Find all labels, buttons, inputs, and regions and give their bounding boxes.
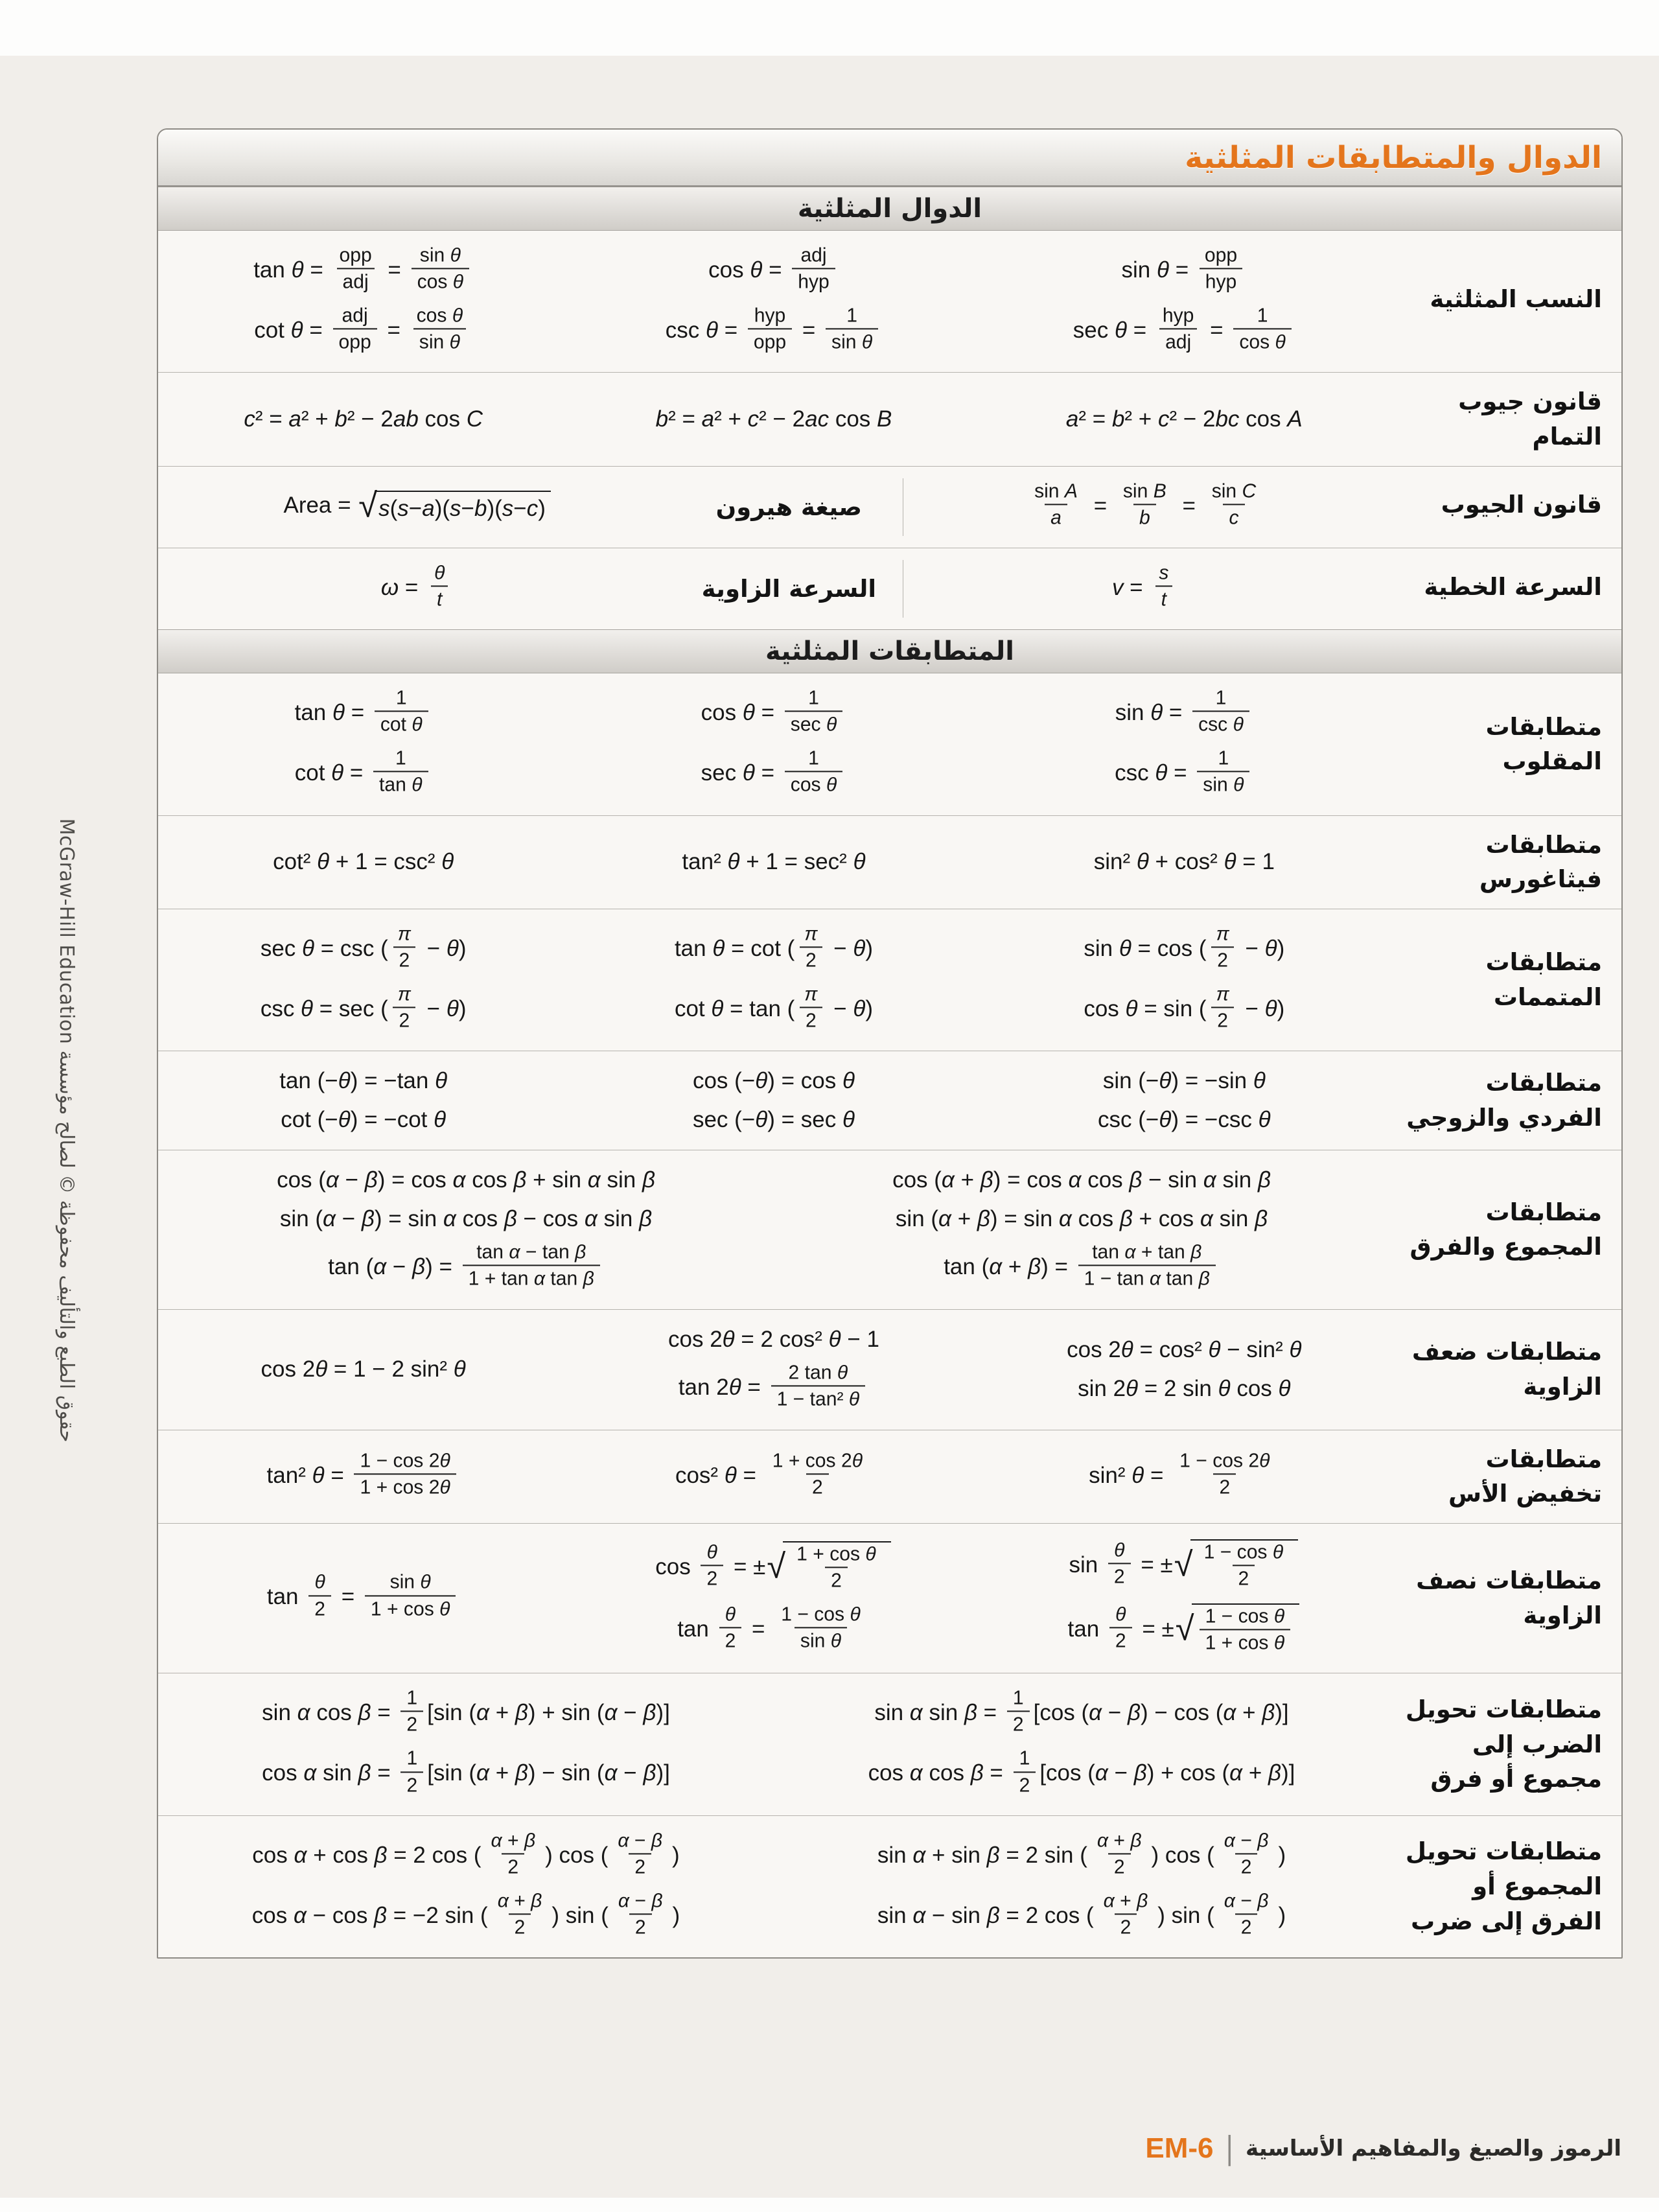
table-title-bar [158,130,1621,187]
formula-cell [161,1063,566,1138]
row-label: النسب المثلثية [1430,285,1602,314]
section-rows-functions [158,231,1621,629]
formula-row [158,1051,1621,1150]
formula: sin θ = $\frac{1}{\text{csc θ}}$ [1115,689,1253,739]
row-label: السرعة الخطية [1424,572,1602,601]
formula-cell [161,1162,771,1298]
formula-row [158,372,1621,465]
row-label: قانون الجيوب [1441,491,1602,519]
formula-row [158,1150,1621,1309]
radical-sign: √ [358,486,378,525]
formula: sin α − sin β = 2 cos ( $\frac{\alpha + \beta}{2}$ ) sin ( $\frac{\alpha - \beta}{2}$ ) [877,1892,1286,1942]
formula: sin 2θ = 2 sin θ cos θ [1078,1376,1291,1402]
formula: tan θ = $\frac{1}{\text{cot θ}}$ [295,689,432,739]
formula: sin² θ = $\frac{1 - \cos 2\theta}{2}$ [1089,1452,1279,1502]
formula: sin θ = $\frac{\text{opp}}{\text{hyp}}$ [1122,246,1247,296]
formula-sublabel: صيغة هيرون [715,493,863,521]
row-label: قانون جيوب التمام [1458,388,1602,451]
formula: sin (α − β) = sin α cos β − cos α sin β [279,1205,653,1231]
formula-cell [903,478,1387,536]
formula-cell [982,1063,1387,1138]
section-header-functions: الدوال المثلثية [158,187,1621,231]
page-bottom-margin [0,2198,1659,2212]
formula-cell [982,685,1387,803]
formula: tan² θ + 1 = sec² θ [682,849,866,875]
formula: cos (α − β) = cos α cos β + sin α sin β [277,1167,655,1193]
formula: tan² θ = $\frac{1 - \cos 2\theta}{1 + \cos 2\theta}$ [267,1452,460,1502]
formula-cell [776,1685,1387,1803]
formula-cell [571,1063,976,1138]
formula: sin $\frac{\theta}{2}$ = ± √ $\frac{\text{1 − cos θ}}{2}$ [1069,1539,1299,1593]
formula: cos (−θ) = cos θ [692,1068,855,1094]
formula: sin α sin β = $\frac{1}{2}$ [cos (α − β) − cos (α + β)] [874,1689,1288,1739]
copyright-sidebar: حقوق الطبع والتأليف محفوظة © لصالح مؤسسة McGraw-Hill Education [55,818,78,1443]
section-rows-identities [158,673,1621,1957]
page-footer [1145,2132,1621,2165]
formula: Area = √ s ( s − a )( s − b )( s − c ) [283,491,551,523]
formula-cell [571,396,976,443]
formula: cos $\frac{\theta}{2}$ = ± √ $\frac{\text{1 + cos θ}}{2}$ [655,1541,892,1595]
formula-cell [571,1321,976,1418]
row-label: متطابقات تحويل المجموع أو الفرق إلى ضرب [1405,1837,1602,1935]
formula-row [158,909,1621,1051]
formula: cot θ = $\frac{1}{\text{tan θ}}$ [295,749,432,799]
formula: cos α sin β = $\frac{1}{2}$ [sin (α + β) − sin (α − β)] [262,1749,670,1799]
row-label: متطابقات تحويل الضرب إلى مجموع أو فرق [1405,1695,1602,1793]
footer-title: الرموز والصيغ والمفاهيم الأساسية [1246,2136,1621,2161]
formula: cos θ = $\frac{1}{\text{sec θ}}$ [701,689,847,739]
formula-cell [982,396,1387,443]
formula: sec θ = $\frac{\text{hyp}}{\text{adj}}$ = $\frac{1}{\text{cos θ}}$ [1073,307,1295,356]
formula: tan (α + β) = $\frac{\text{tan α + tan β}}{\text{1 − tan α tan β}}$ [944,1243,1220,1293]
section-trig-functions [158,187,1621,629]
formula-cell [982,1535,1387,1661]
row-label: متطابقات فيثاغورس [1479,830,1602,894]
formula: tan $\frac{\theta}{2}$ = $\frac{\text{sin θ}}{\text{1 + cos θ}}$ [267,1573,460,1623]
row-label: متطابقات المجموع والفرق [1410,1198,1602,1261]
row-label: متطابقات الفردي والزوجي [1406,1069,1602,1132]
row-label: متطابقات تخفيض الأس [1448,1445,1602,1508]
formula: tan $\frac{\theta}{2}$ = ± √ $\frac{\text{1 − cos θ}}{\text{1 + cos θ}}$ [1068,1603,1301,1657]
formula-cell [161,1685,771,1803]
formula: cot θ = $\frac{\text{adj}}{\text{opp}}$ = $\frac{\text{cos θ}}{\text{sin θ}}$ [254,307,472,356]
formula-cell [982,921,1387,1039]
formula: $\frac{\text{sin A}}{a}$ = $\frac{\text{sin B}}{b}$ = $\frac{\text{sin C}}{c}$ [1025,482,1266,532]
radical-sign: √ [767,1547,786,1586]
row-label: متطابقات المتممات [1485,948,1602,1012]
formula: tan $\frac{\theta}{2}$ = $\frac{\text{1 − cos θ}}{\text{sin θ}}$ [677,1605,870,1655]
formula-row [158,1815,1621,1957]
formula-cell [161,1448,566,1506]
formula: cos θ = $\frac{\text{adj}}{\text{hyp}}$ [708,246,839,296]
formula: cot θ = tan ( $\frac{\pi}{2}$ − θ) [675,985,873,1035]
formula-row [158,466,1621,548]
row-label: متطابقات ضعف الزاوية [1411,1338,1602,1401]
page-top-margin [0,0,1659,56]
formula-row [158,1430,1621,1523]
formula: cot² θ + 1 = csc² θ [273,849,454,875]
formula: sin² θ + cos² θ = 1 [1093,849,1275,875]
formula-cell [776,1828,1387,1946]
formula: csc (−θ) = −csc θ [1098,1107,1271,1133]
formula-cell [161,921,566,1039]
formula: csc θ = $\frac{1}{\text{sin θ}}$ [1115,749,1253,799]
formula-cell [161,1828,771,1946]
formula: sin θ = cos ( $\frac{\pi}{2}$ − θ) [1084,925,1284,975]
formula: tan (−θ) = −tan θ [279,1068,448,1094]
formula-cell [571,839,976,885]
formula: tan 2θ = $\frac{\text{2 tan θ}}{\text{1 − tan² θ}}$ [679,1364,869,1414]
formula-row [158,673,1621,815]
formula: c² = a² + b² − 2ab cos C [244,406,483,432]
formula-cell [571,685,976,803]
formula: cos 2θ = 1 − 2 sin² θ [261,1356,466,1382]
formula: v = $\frac{s}{t}$ [1112,564,1178,614]
table-title: الدوال والمتطابقات المثلثية [1185,139,1602,176]
formula-cell [982,839,1387,885]
formula-cell [161,396,566,443]
formula-row [158,815,1621,909]
row-label: متطابقات نصف الزاوية [1416,1566,1602,1629]
formula: csc θ = $\frac{\text{hyp}}{\text{opp}}$ = $\frac{1}{\text{sin θ}}$ [666,307,882,356]
formula: tan θ = cot ( $\frac{\pi}{2}$ − θ) [675,925,873,975]
formula: cos 2θ = 2 cos² θ − 1 [668,1326,879,1352]
formula-cell [161,560,675,618]
formula: sin (−θ) = −sin θ [1102,1068,1266,1094]
formula-cell [776,1162,1387,1298]
formula-cell [161,1346,566,1393]
formula: csc θ = sec ( $\frac{\pi}{2}$ − θ) [261,985,467,1035]
formula-sublabel: السرعة الزاوية [701,575,877,603]
formula: cos α + cos β = 2 cos ( $\frac{\alpha + \beta}{2}$ ) cos ( $\frac{\alpha - \beta}{2}$ ) [252,1832,679,1881]
formula: cos α cos β = $\frac{1}{2}$ [cos (α − β) + cos (α + β)] [868,1749,1295,1799]
radical-sign: √ [1174,1545,1193,1584]
formula-row [158,548,1621,629]
formula-cell [161,242,566,360]
formula-cell [571,242,976,360]
footer-separator-bar: | [1225,2130,1234,2167]
section-trig-identities [158,629,1621,1957]
page-number: EM-6 [1145,2132,1214,2164]
formula: sin α cos β = $\frac{1}{2}$ [sin (α + β) + sin (α − β)] [262,1689,670,1739]
section-header-identities: المتطابقات المثلثية [158,629,1621,673]
formula-cell [982,1332,1387,1407]
formula: sin α + sin β = 2 sin ( $\frac{\alpha + \beta}{2}$ ) cos ( $\frac{\alpha - \beta}{2}$ ) [877,1832,1286,1881]
formula: sec (−θ) = sec θ [692,1107,855,1133]
formula-cell [982,242,1387,360]
formula: sec θ = $\frac{1}{\text{cos θ}}$ [701,749,847,799]
formula-cell [161,483,675,530]
formula: tan (α − β) = $\frac{\text{tan α − tan β}}{\text{1 + tan α tan β}}$ [328,1243,604,1293]
formula-cell [161,1569,566,1627]
formula: b² = a² + c² − 2ac cos B [655,406,892,432]
formula-cell [161,685,566,803]
formula: sin (α + β) = sin α cos β + cos α sin β [895,1205,1268,1231]
formula-cell [571,921,976,1039]
formula: cos α − cos β = −2 sin ( $\frac{\alpha + \beta}{2}$ ) sin ( $\frac{\alpha - \beta}{2}$ ) [252,1892,680,1942]
formula: cos (α + β) = cos α cos β − sin α sin β [892,1167,1271,1193]
formula-cell [161,839,566,885]
formula: sec θ = csc ( $\frac{\pi}{2}$ − θ) [261,925,467,975]
formula-row [158,231,1621,372]
formula-cell [903,560,1387,618]
formula: cos θ = sin ( $\frac{\pi}{2}$ − θ) [1084,985,1284,1035]
formula: cos 2θ = cos² θ − sin² θ [1067,1337,1302,1363]
formula: cot (−θ) = −cot θ [281,1107,447,1133]
formula: cos² θ = $\frac{1 + \cos 2\theta}{2}$ [675,1452,872,1502]
formula-row [158,1673,1621,1815]
radical-sign: √ [1175,1609,1194,1648]
reference-table [157,128,1623,1959]
formula: tan θ = $\frac{\text{opp}}{\text{adj}}$ = $\frac{\text{sin θ}}{\text{cos θ}}$ [253,246,473,296]
formula: a² = b² + c² − 2bc cos A [1065,406,1303,432]
formula-cell [571,1448,976,1506]
formula-row [158,1309,1621,1430]
formula-cell [982,1448,1387,1506]
formula-row [158,1523,1621,1673]
row-label: متطابقات المقلوب [1485,712,1602,776]
formula: ω = $\frac{\theta}{t}$ [381,564,454,614]
formula-cell [571,1537,976,1659]
